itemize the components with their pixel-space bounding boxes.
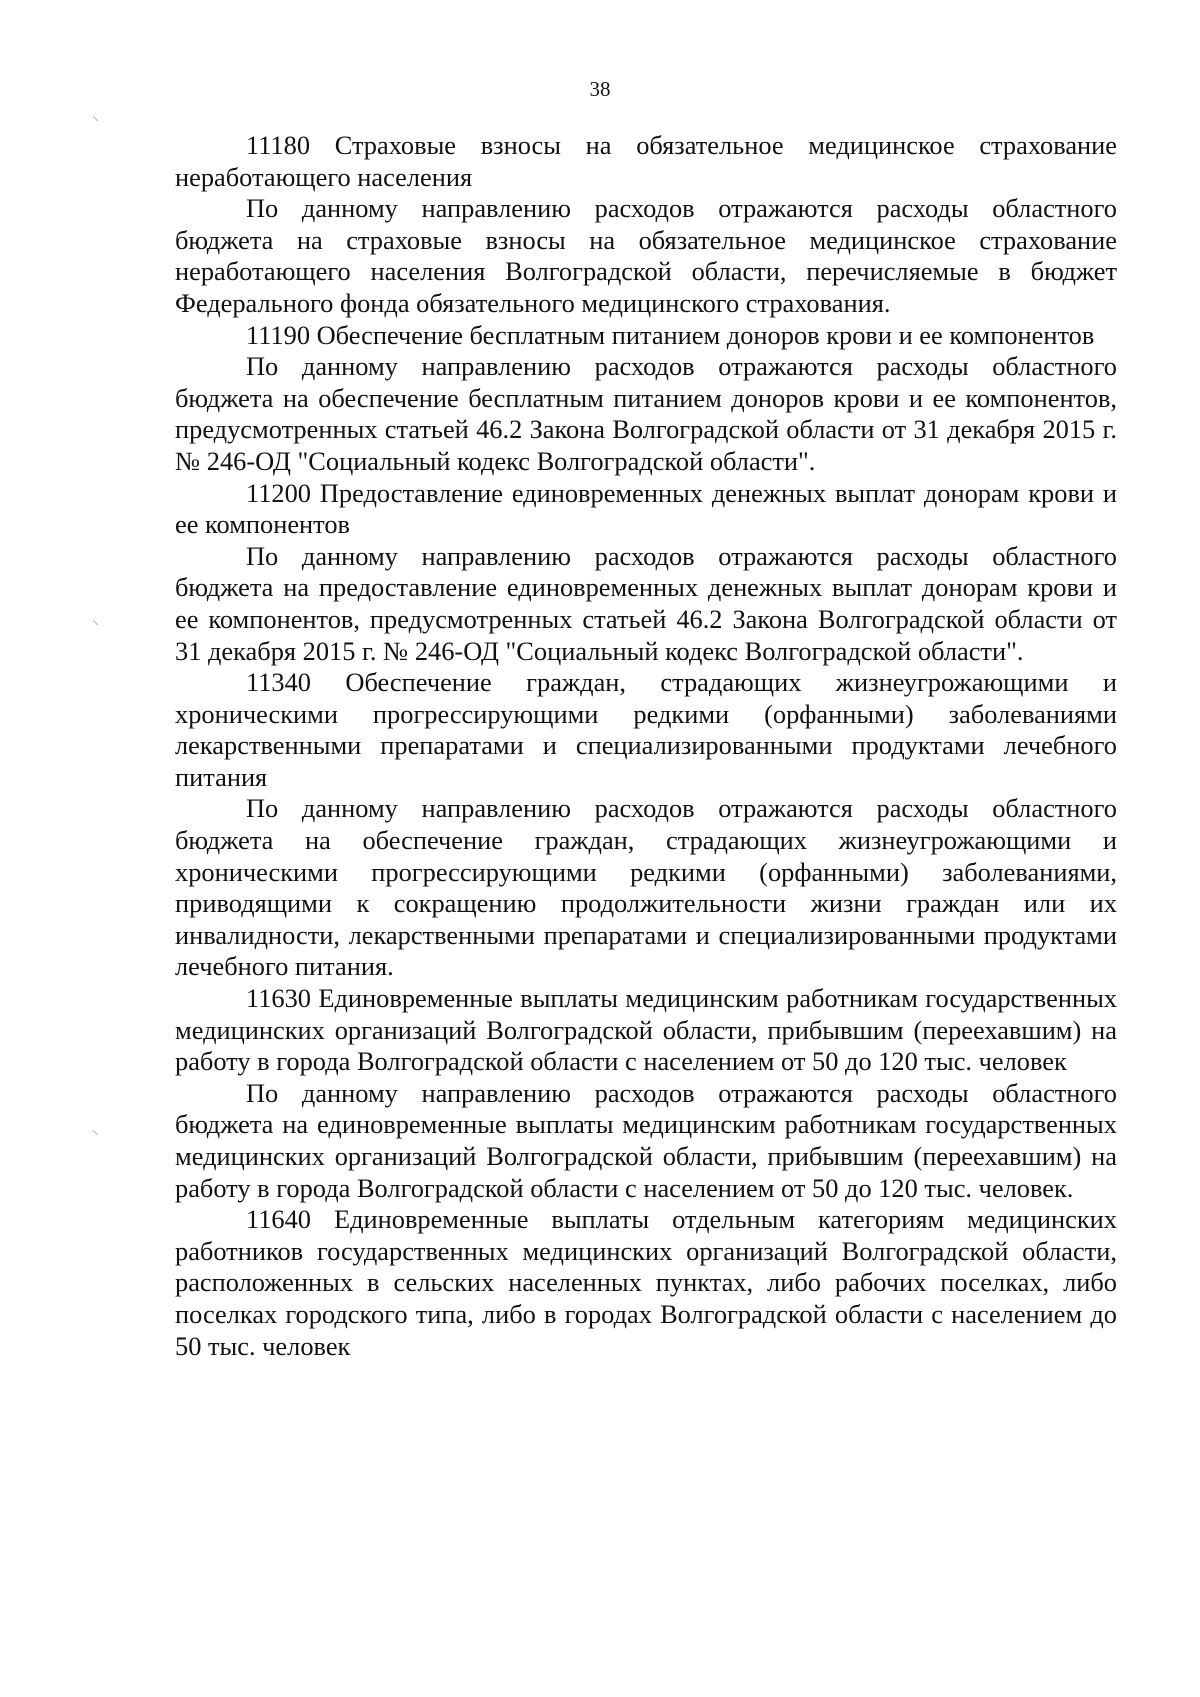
section-heading-11190: 11190 Обеспечение бесплатным питанием доноров крови и ее компонентов [246, 319, 1095, 350]
section-heading-11200: 11200 Предоставление единовременных денежных выплат донорам крови и ее компонентов [175, 477, 1117, 540]
scan-mark: ⸌ [92, 619, 99, 634]
section-heading-11630: 11630 Единовременные выплаты медицинским работникам государственных медицинских организаций Волгоградской области, прибывшим (переехавшим) на работу в города Волгоградской области с населением от 50 до 120 тыс. человек [175, 983, 1117, 1077]
section-description-11200: По данному направлению расходов отражаются расходы областного бюджета на предоставление единовременных денежных выплат донорам крови и ее компонентов, предусмотренных статьей 46.2 Закона Волгоградской области от 31 декабря 2015 г. № 246-ОД "Социальный кодекс Волгоградской области". [175, 540, 1117, 666]
section-heading-11640: 11640 Единовременные выплаты отдельным категориям медицинских работников государственных медицинских организаций Волгоградской области, расположенных в сельских населенных пунктах, либо рабочих поселках, либо поселках городского типа, либо в городах Волгоградской области с населением до 50 тыс. человек [175, 1204, 1117, 1361]
section-description-11180: По данному направлению расходов отражаются расходы областного бюджета на страховые взносы на обязательное медицинское страхование неработающего населения Волгоградской области, перечисляемые в бюджет Федерального фонда обязательного медицинского страхования. [175, 193, 1117, 318]
section-heading-11180: 11180 Страховые взносы на обязательное медицинское страхование неработающего населения [175, 130, 1117, 192]
section-description-11190: По данному направлению расходов отражаются расходы областного бюджета на обеспечение бесплатным питанием доноров крови и ее компонентов, предусмотренных статьей 46.2 Закона Волгоградской области от 31 декабря 2015 г. № 246-ОД "Социальный кодекс Волгоградской области". [175, 351, 1117, 476]
document-body [175, 130, 1117, 1362]
page-number: 38 [589, 77, 611, 101]
section-heading-11340: 11340 Обеспечение граждан, страдающих жизнеугрожающими и хроническими прогрессирующими редкими (орфанными) заболеваниями лекарственными препаратами и специализированными продуктами лечебного питания [175, 667, 1117, 792]
section-description-11340: По данному направлению расходов отражаются расходы областного бюджета на обеспечение граждан, страдающих жизнеугрожающими и хроническими прогрессирующими редкими (орфанными) заболеваниями, приводящими к сокращению продолжительности жизни граждан или их инвалидности, лекарственными препаратами и специализированными продуктами лечебного питания. [175, 793, 1117, 982]
scan-mark: ⸌ [92, 115, 99, 130]
scan-mark: ⸌ [92, 1129, 99, 1144]
section-description-11630: По данному направлению расходов отражаются расходы областного бюджета на единовременные выплаты медицинским работникам государственных медицинских организаций Волгоградской области, прибывшим (переехавшим) на работу в города Волгоградской области с населением от 50 до 120 тыс. человек. [175, 1077, 1117, 1203]
